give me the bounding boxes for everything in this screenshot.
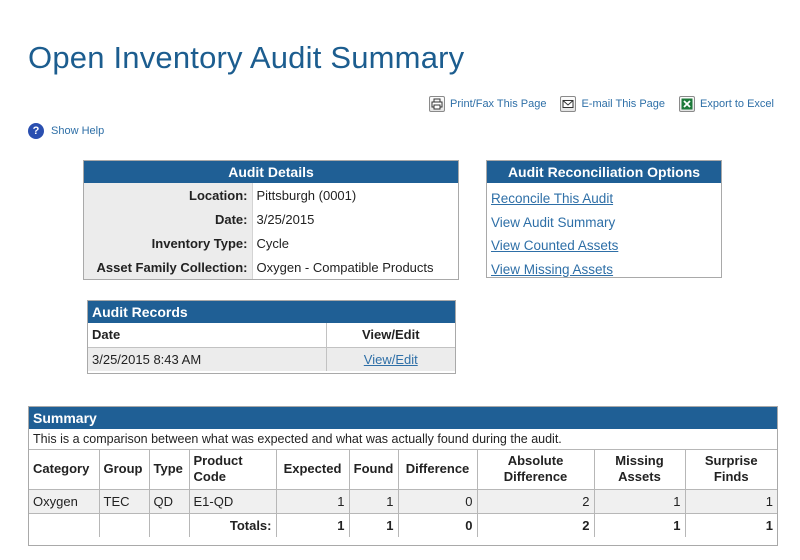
printer-icon — [429, 96, 445, 112]
audit-details-panel — [83, 160, 459, 280]
detail-row-location — [84, 183, 458, 207]
detail-row-date — [84, 207, 458, 231]
total-surprise-finds: 1 — [685, 513, 777, 537]
reconciliation-options-title: Audit Reconciliation Options — [487, 161, 721, 183]
view-counted-assets-link[interactable]: View Counted Assets — [491, 238, 619, 253]
cell-found: 1 — [349, 489, 398, 513]
reconciliation-options-panel — [486, 160, 722, 278]
detail-row-asset-family — [84, 255, 458, 279]
summary-title: Summary — [29, 407, 777, 429]
view-audit-summary-link[interactable]: View Audit Summary — [491, 214, 616, 230]
detail-label: Asset Family Collection: — [84, 255, 252, 279]
cell-type: QD — [149, 489, 189, 513]
summary-panel — [28, 406, 778, 546]
view-edit-link[interactable]: View/Edit — [363, 351, 418, 367]
page-title: Open Inventory Audit Summary — [28, 40, 465, 75]
audit-details-title: Audit Details — [84, 161, 458, 183]
audit-records-table — [88, 323, 455, 371]
cell-product-code: E1-QD — [189, 489, 276, 513]
export-excel-label: Export to Excel — [700, 98, 774, 110]
cell-absolute-difference: 2 — [477, 489, 594, 513]
detail-value: Oxygen - Compatible Products — [252, 255, 458, 279]
column-header-missing-assets: Missing Assets — [594, 450, 685, 489]
summary-description: This is a comparison between what was expected and what was actually found during the audit. — [29, 429, 777, 450]
detail-value: Cycle — [252, 231, 458, 255]
envelope-icon — [560, 96, 576, 112]
export-excel-button[interactable] — [679, 96, 774, 112]
totals-label: Totals: — [189, 513, 276, 537]
total-expected: 1 — [276, 513, 349, 537]
column-header-group: Group — [99, 450, 149, 489]
cell-missing-assets: 1 — [594, 489, 685, 513]
column-header-view-edit: View/Edit — [326, 323, 455, 347]
show-help-label: Show Help — [51, 125, 105, 137]
table-row — [29, 489, 777, 513]
cell-difference: 0 — [398, 489, 477, 513]
cell-category: Oxygen — [29, 489, 99, 513]
detail-row-inventory-type — [84, 231, 458, 255]
table-row — [88, 347, 455, 371]
table-header-row — [88, 323, 455, 347]
record-date: 3/25/2015 8:43 AM — [88, 347, 326, 371]
total-absolute-difference: 2 — [477, 513, 594, 537]
total-difference: 0 — [398, 513, 477, 537]
column-header-category: Category — [29, 450, 99, 489]
column-header-absolute-difference: Absolute Difference — [477, 450, 594, 489]
column-header-difference: Difference — [398, 450, 477, 489]
print-fax-label: Print/Fax This Page — [450, 98, 547, 110]
table-header-row — [29, 450, 777, 489]
column-header-date: Date — [88, 323, 326, 347]
view-missing-assets-link[interactable]: View Missing Assets — [491, 261, 614, 277]
audit-records-title: Audit Records — [88, 301, 455, 323]
total-missing-assets: 1 — [594, 513, 685, 537]
cell-surprise-finds: 1 — [685, 489, 777, 513]
show-help-link[interactable] — [28, 123, 104, 139]
excel-icon — [679, 96, 695, 112]
detail-label: Location: — [84, 183, 252, 207]
audit-details-table — [84, 183, 458, 279]
detail-label: Date: — [84, 207, 252, 231]
column-header-surprise-finds: Surprise Finds — [685, 450, 777, 489]
summary-table — [29, 450, 777, 537]
column-header-product-code: Product Code — [189, 450, 276, 489]
total-found: 1 — [349, 513, 398, 537]
help-icon: ? — [28, 123, 44, 139]
audit-records-panel — [87, 300, 456, 374]
print-fax-button[interactable] — [429, 96, 546, 112]
detail-value: Pittsburgh (0001) — [252, 183, 458, 207]
column-header-type: Type — [149, 450, 189, 489]
email-page-label: E-mail This Page — [581, 98, 666, 110]
cell-group: TEC — [99, 489, 149, 513]
cell-expected: 1 — [276, 489, 349, 513]
reconcile-audit-link[interactable]: Reconcile This Audit — [491, 191, 614, 206]
totals-row — [29, 513, 777, 537]
detail-label: Inventory Type: — [84, 231, 252, 255]
page-toolbar — [429, 96, 774, 112]
column-header-expected: Expected — [276, 450, 349, 489]
email-page-button[interactable] — [560, 96, 665, 112]
column-header-found: Found — [349, 450, 398, 489]
detail-value: 3/25/2015 — [252, 207, 458, 231]
